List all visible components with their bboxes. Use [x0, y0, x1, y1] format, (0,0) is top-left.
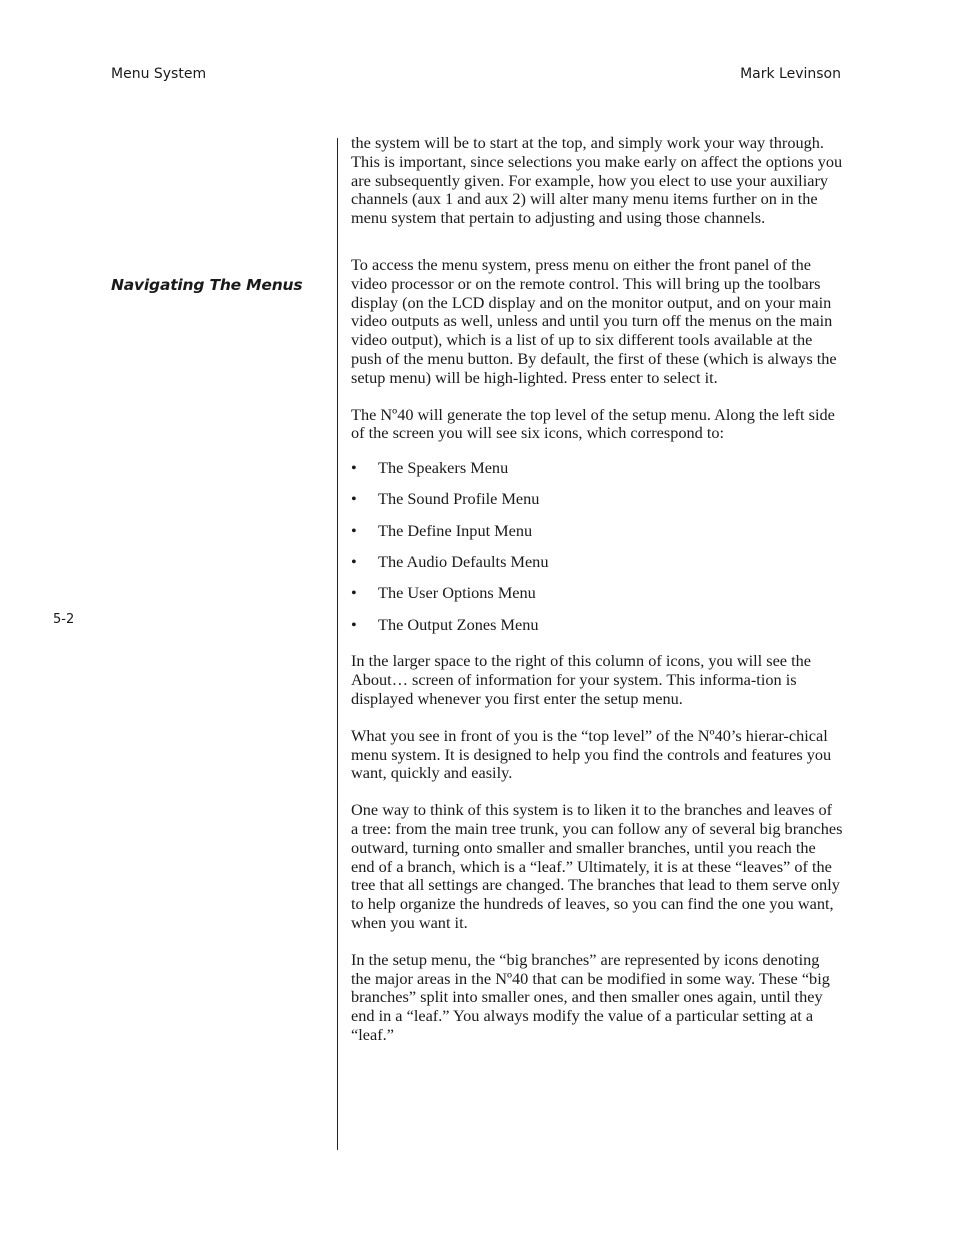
paragraph-top-level: The Nº40 will generate the top level of the setup menu. Along the left side of the screen you will see six icons, which correspond to:	[351, 404, 835, 443]
running-header-section: Menu System	[111, 66, 207, 82]
list-item	[351, 616, 843, 635]
bullet: •	[351, 520, 357, 540]
bullet: •	[351, 614, 357, 634]
paragraph-access-menu: To access the menu system, press menu on either the front panel of the video processor or on the remote control. This will bring up the toolbars display (on the LCD display and on the monitor output, and on your main video outputs as well, unless and until you turn off the menus on the main video output), which is a list of up to six different tools available at the push of the menu button. By default, the first of these (which is always the setup menu) will be high-lighted. Press enter to select it.	[351, 254, 837, 387]
bullet: •	[351, 458, 357, 478]
paragraph-tree-analogy: One way to think of this system is to liken it to the branches and leaves of a tree: from the main tree trunk, you can follow any of several big branches outward, turning onto smaller and smaller branches, until you reach the end of a branch, which is a “leaf.” Ultimately, it is at these “leaves” of the tree that all settings are changed. The branches that lead to them serve only to help organize the hundreds of leaves, so you can find the one you want, when you want it.	[351, 800, 843, 932]
setup-menu-icon-list	[351, 459, 843, 634]
list-item-label: The Define Input Menu	[378, 520, 533, 540]
list-item	[351, 459, 843, 478]
paragraph-about-screen: In the larger space to the right of this column of icons, you will see the About… screen of information for your system. This informa-tion is displayed whenever you first enter the setup menu.	[351, 651, 811, 709]
list-item-label: The Output Zones Menu	[378, 614, 539, 634]
list-item-label: The Sound Profile Menu	[378, 489, 540, 509]
list-item-label: The Audio Defaults Menu	[378, 552, 549, 572]
list-item-label: The User Options Menu	[378, 583, 536, 603]
list-item	[351, 522, 843, 541]
paragraph-hierarchy: What you see in front of you is the “top level” of the Nº40’s hierar-chical menu system. It is designed to help you find the controls and features you want, quickly and easily.	[351, 725, 832, 783]
bullet: •	[351, 489, 357, 509]
column-divider-rule	[337, 138, 338, 1150]
section-heading: Navigating The Menus	[111, 276, 303, 294]
list-item	[351, 584, 843, 603]
list-item	[351, 553, 843, 572]
list-item-label: The Speakers Menu	[378, 458, 509, 478]
page-number: 5-2	[53, 612, 75, 627]
body-text-column	[351, 134, 843, 1045]
list-item	[351, 490, 843, 509]
running-header-brand: Mark Levinson	[740, 66, 841, 82]
bullet: •	[351, 552, 357, 572]
paragraph-big-branches: In the setup menu, the “big branches” are represented by icons denoting the major areas in the Nº40 that can be modified in some way. These “big branches” split into smaller ones, and then smaller ones again, until they end in a “leaf.” You always modify the value of a particular setting at a “leaf.”	[351, 949, 830, 1044]
intro-paragraph: the system will be to start at the top, and simply work your way through. This is important, since selections you make early on affect the options you are subsequently given. For example, how you elect to use your auxiliary channels (aux 1 and aux 2) will alter many menu items further on in the menu system that pertain to adjusting and using those channels.	[351, 133, 843, 228]
bullet: •	[351, 583, 357, 603]
